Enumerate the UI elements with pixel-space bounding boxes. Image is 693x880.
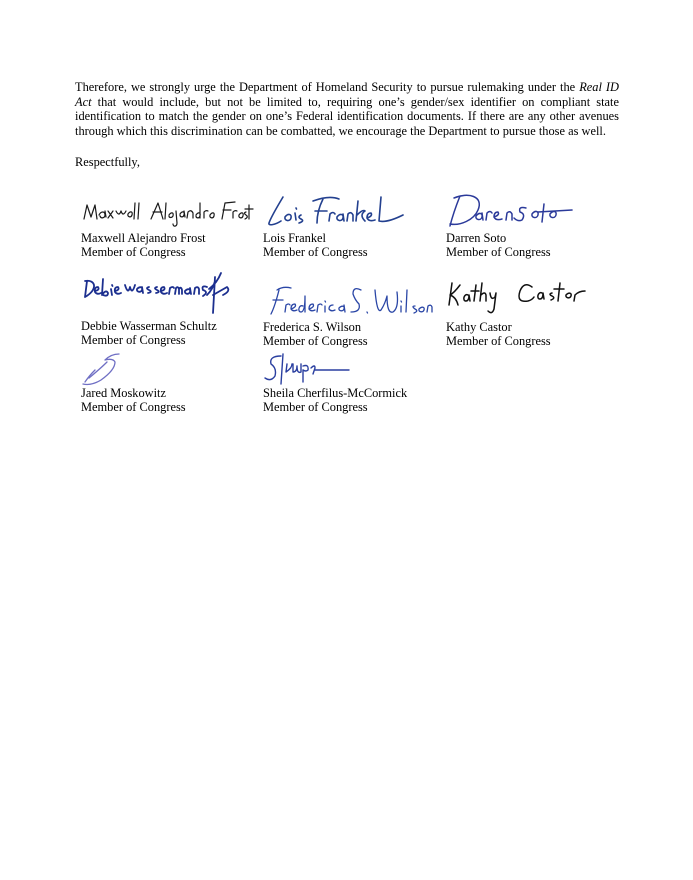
handwritten-signature — [263, 352, 353, 388]
handwritten-signature — [81, 269, 241, 319]
closing-salutation: Respectfully, — [75, 155, 140, 169]
handwritten-signature — [446, 279, 591, 319]
signer-title: Member of Congress — [81, 333, 186, 347]
signer-name: Debbie Wasserman Schultz — [81, 319, 217, 333]
handwritten-signature — [263, 193, 408, 229]
signer-name: Frederica S. Wilson — [263, 320, 362, 334]
signer-title: Member of Congress — [263, 245, 368, 259]
signer-name: Darren Soto — [446, 231, 507, 245]
paragraph-text-continued: that would include, but not be limited to, requiring one’s gender/sex identifier on compliant state identification to match the gender on one’s Federal identification documents. If there are any other avenues through which this discrimination can be combatted, we encourage the Department to pursue those as well. — [75, 94, 619, 138]
signer-title: Member of Congress — [446, 245, 551, 259]
signer-title: Member of Congress — [81, 245, 186, 259]
paragraph-text: Therefore, we strongly urge the Department of Homeland Security to pursue rulemaking under the — [75, 80, 580, 94]
real-id-act-reference: Real ID Act — [75, 80, 619, 109]
signer-title: Member of Congress — [446, 334, 551, 348]
letter-paragraph — [75, 80, 619, 138]
signer-title: Member of Congress — [263, 334, 368, 348]
signer-name: Lois Frankel — [263, 231, 326, 245]
signer-title: Member of Congress — [263, 400, 368, 414]
signer-name: Jared Moskowitz — [81, 386, 166, 400]
handwritten-signature — [81, 197, 256, 231]
handwritten-signature — [81, 352, 131, 388]
handwritten-signature — [263, 282, 433, 320]
signer-name: Maxwell Alejandro Frost — [81, 231, 206, 245]
signer-name: Sheila Cherfilus-McCormick — [263, 386, 408, 400]
handwritten-signature — [446, 190, 576, 232]
signer-title: Member of Congress — [81, 400, 186, 414]
signer-name: Kathy Castor — [446, 320, 512, 334]
